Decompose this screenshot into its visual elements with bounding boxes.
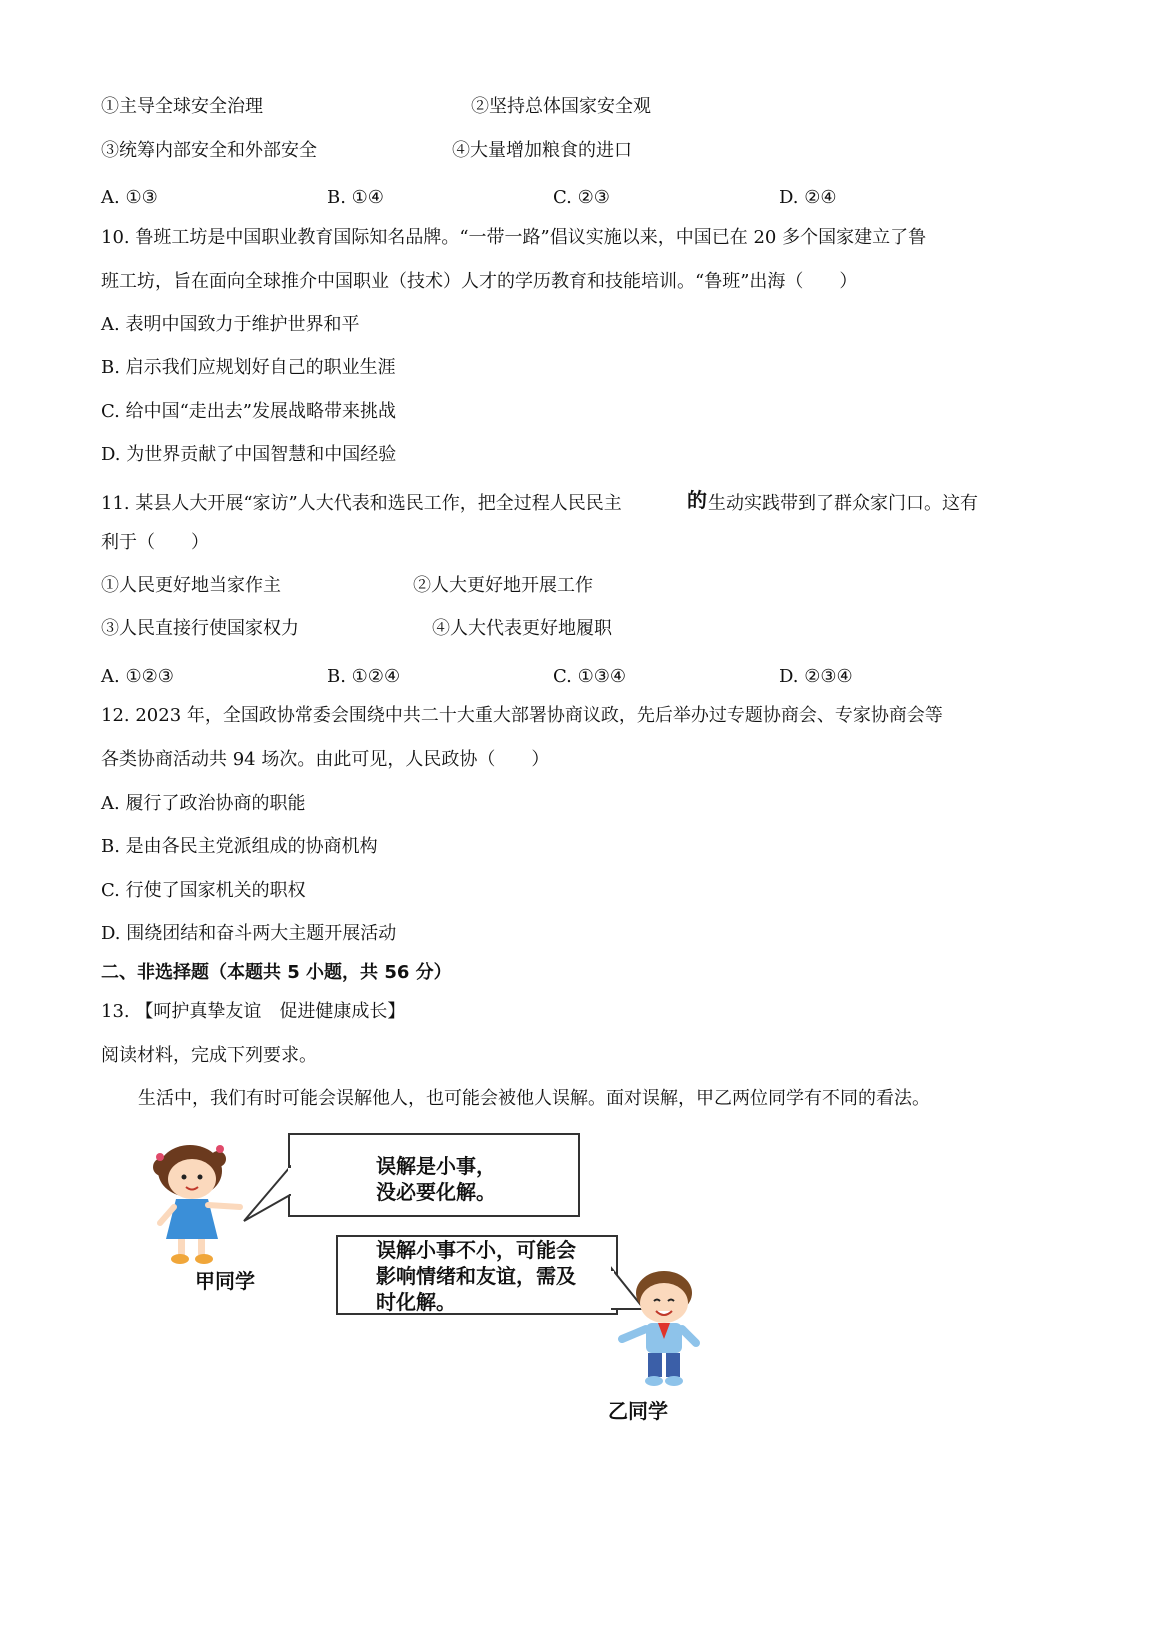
girl-figure-icon: [148, 1141, 258, 1271]
speech-bubble-boy-text: 误解小事不小，可能会 影响情绪和友谊，需及 时化解。: [376, 1238, 576, 1314]
q11-item-2: ②人大更好地开展工作: [413, 575, 593, 596]
illustration: [140, 1125, 740, 1425]
q11-stem-char: 的: [687, 488, 707, 512]
q13-material: 生活中，我们有时可能会误解他人，也可能会被他人误解。面对误解，甲乙两位同学有不同的看法。: [138, 1088, 930, 1109]
q10-stem-line-2: 班工坊，旨在面向全球推介中国职业（技术）人才的学历教育和技能培训。“鲁班”出海（ ）: [101, 271, 858, 292]
q10-stem-line-1: 10. 鲁班工坊是中国职业教育国际知名品牌。“一带一路”倡议实施以来，中国已在 20 多个国家建立了鲁: [101, 227, 927, 248]
q10-option-c: C. 给中国“走出去”发展战略带来挑战: [101, 401, 396, 422]
q9-option-d: D. ②④: [779, 187, 837, 208]
q9-item-1: ①主导全球安全治理: [101, 96, 263, 117]
q11-option-c: C. ①③④: [553, 666, 626, 687]
q11-item-3: ③人民直接行使国家权力: [101, 618, 299, 639]
speech-bubble-girl-text: 误解是小事， 没必要化解。: [376, 1154, 496, 1204]
q10-option-b: B. 启示我们应规划好自己的职业生涯: [101, 357, 396, 378]
q13-title: 13. 【呵护真挚友谊 促进健康成长】: [101, 1001, 406, 1022]
q10-option-d: D. 为世界贡献了中国智慧和中国经验: [101, 444, 397, 465]
q12-option-d: D. 围绕团结和奋斗两大主题开展活动: [101, 923, 397, 944]
section-heading: 二、非选择题（本题共 5 小题，共 56 分）: [101, 962, 452, 983]
boy-figure-icon: [610, 1267, 710, 1397]
q12-stem-line-2: 各类协商活动共 94 场次。由此可见，人民政协（ ）: [101, 749, 550, 770]
q11-stem-line-2: 利于（ ）: [101, 532, 209, 553]
q11-option-d: D. ②③④: [779, 666, 853, 687]
q11-item-4: ④人大代表更好地履职: [432, 618, 612, 639]
q13-instruction: 阅读材料，完成下列要求。: [101, 1045, 317, 1066]
q11-item-1: ①人民更好地当家作主: [101, 575, 281, 596]
q11-option-a: A. ①②③: [101, 666, 174, 687]
q11-stem-line-1a: 11. 某县人大开展“家访”人大代表和选民工作，把全过程人民民主: [101, 493, 622, 514]
q9-item-2: ②坚持总体国家安全观: [471, 96, 651, 117]
q10-option-a: A. 表明中国致力于维护世界和平: [101, 314, 360, 335]
q9-option-b: B. ①④: [327, 187, 384, 208]
q9-option-c: C. ②③: [553, 187, 610, 208]
caption-student-a: 甲同学: [195, 1269, 255, 1293]
q9-option-a: A. ①③: [101, 187, 158, 208]
q12-option-b: B. 是由各民主党派组成的协商机构: [101, 836, 378, 857]
q9-item-4: ④大量增加粮食的进口: [452, 140, 632, 161]
q12-option-c: C. 行使了国家机关的职权: [101, 880, 306, 901]
q9-item-3: ③统筹内部安全和外部安全: [101, 140, 317, 161]
caption-student-b: 乙同学: [608, 1399, 668, 1423]
q12-stem-line-1: 12. 2023 年，全国政协常委会围绕中共二十大重大部署协商议政，先后举办过专题协商会、专家协商会等: [101, 705, 943, 726]
q11-stem-line-1b: 生动实践带到了群众家门口。这有: [708, 493, 978, 514]
q12-option-a: A. 履行了政治协商的职能: [101, 793, 306, 814]
q11-option-b: B. ①②④: [327, 666, 401, 687]
